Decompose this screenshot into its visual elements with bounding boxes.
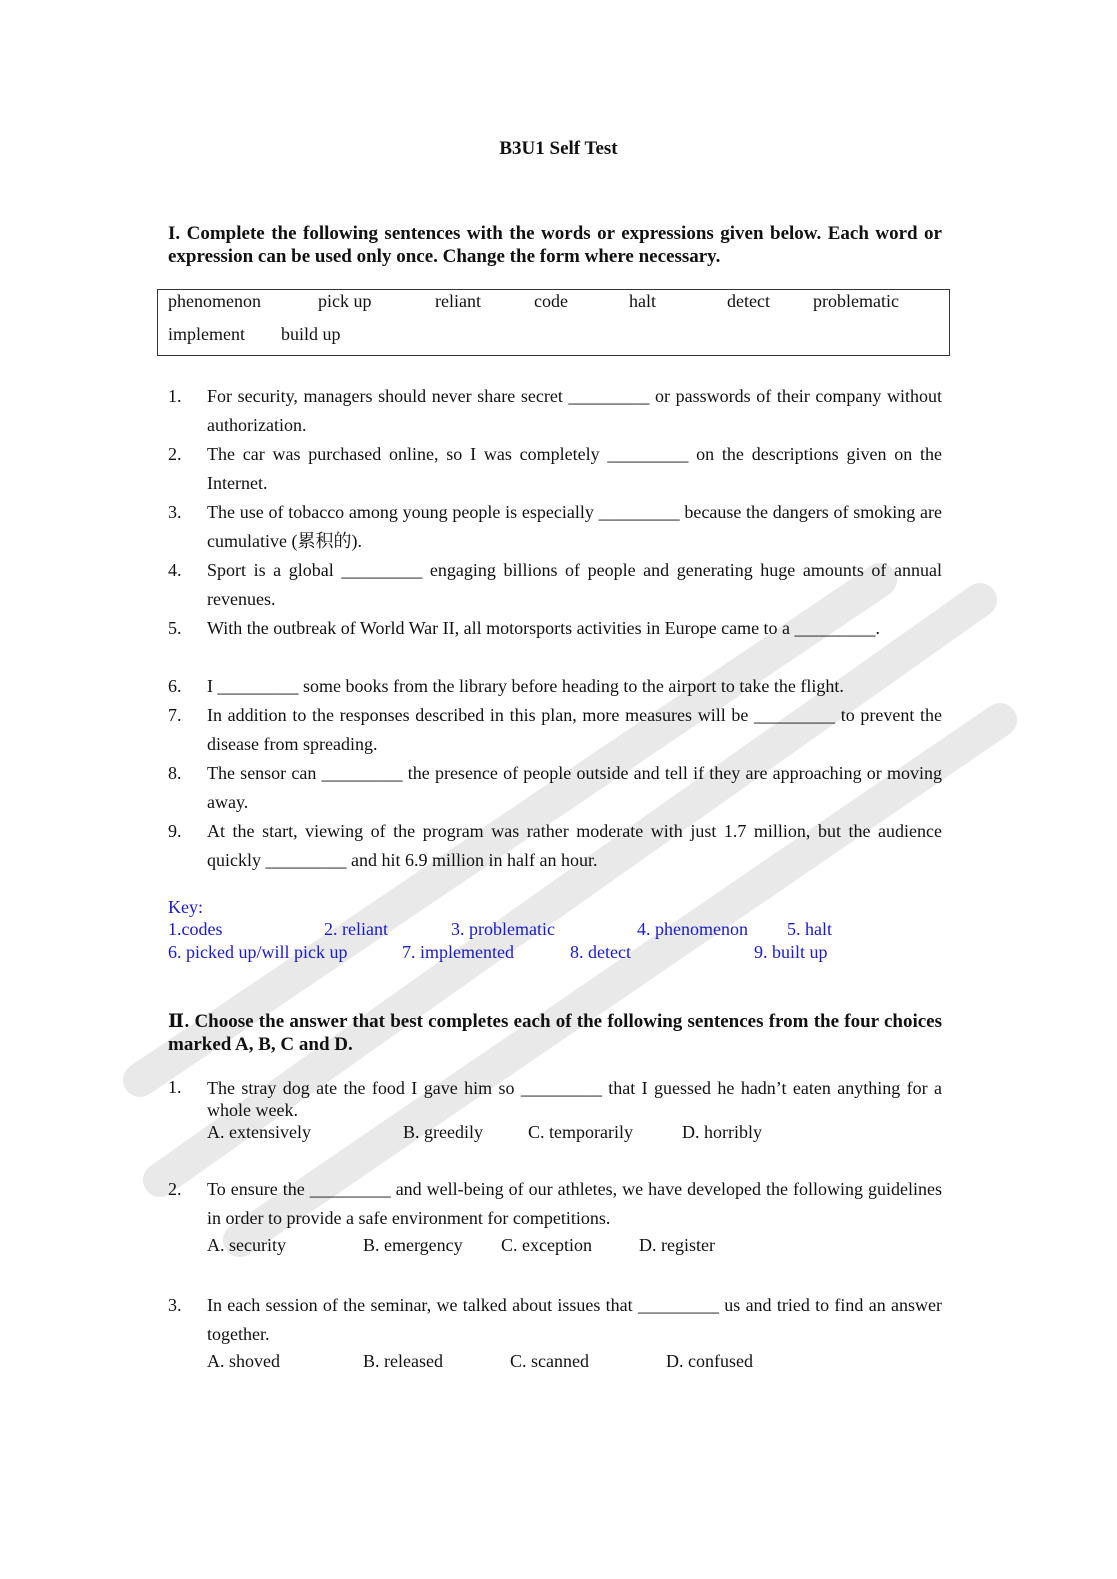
- question-text: The car was purchased online, so I was completely _________ on the descriptions given on the Internet.: [207, 444, 942, 493]
- word-bank-item: phenomenon: [168, 291, 261, 311]
- word-bank-item: halt: [629, 291, 656, 311]
- choice-option: B. emergency: [363, 1235, 463, 1255]
- key-answer: 4. phenomenon: [637, 919, 748, 939]
- question-number: 9.: [168, 821, 182, 841]
- page-title: B3U1 Self Test: [499, 138, 618, 159]
- choice-option: C. exception: [501, 1235, 592, 1255]
- word-bank-item: detect: [727, 291, 770, 311]
- choice-option: C. temporarily: [528, 1122, 633, 1142]
- question-text: In addition to the responses described in this plan, more measures will be _________ to prevent the disease from spreading.: [207, 705, 942, 754]
- choice-option: D. confused: [666, 1351, 753, 1371]
- section-2-heading: Ⅱ. Choose the answer that best completes each of the following sentences from the four choices marked A, B, C and D.: [168, 1011, 942, 1055]
- key-answer: 1.codes: [168, 919, 223, 939]
- question-text: The stray dog ate the food I gave him so _________ that I guessed he hadn’t eaten anything for a whole week.: [207, 1078, 942, 1120]
- word-bank-item: code: [534, 291, 568, 311]
- key-answer: 3. problematic: [451, 919, 555, 939]
- key-label: Key:: [168, 897, 203, 917]
- question-number: 5.: [168, 618, 182, 638]
- word-bank-item: problematic: [813, 291, 899, 311]
- choice-option: B. released: [363, 1351, 443, 1371]
- question-number: 3.: [168, 1295, 182, 1315]
- word-bank-box: [157, 289, 950, 356]
- key-answer: 6. picked up/will pick up: [168, 942, 348, 962]
- question-number: 2.: [168, 444, 182, 464]
- question-number: 4.: [168, 560, 182, 580]
- choice-option: D. register: [639, 1235, 715, 1255]
- question-number: 7.: [168, 705, 182, 725]
- question-number: 1.: [168, 1077, 182, 1097]
- question-text: I _________ some books from the library before heading to the airport to take the flight.: [207, 676, 844, 696]
- question-text: For security, managers should never share secret _________ or passwords of their company without authorization.: [207, 386, 942, 435]
- key-answer: 5. halt: [787, 919, 832, 939]
- question-text: Sport is a global _________ engaging billions of people and generating huge amounts of annual revenues.: [207, 560, 942, 609]
- question-number: 6.: [168, 676, 182, 696]
- key-answer: 7. implemented: [402, 942, 514, 962]
- question-text: In each session of the seminar, we talked about issues that _________ us and tried to find an answer together.: [207, 1295, 942, 1344]
- word-bank-item: reliant: [435, 291, 481, 311]
- question-number: 1.: [168, 386, 182, 406]
- key-answer: 2. reliant: [324, 919, 388, 939]
- watermark-graphic: [120, 560, 1020, 1260]
- question-number: 3.: [168, 502, 182, 522]
- choice-option: D. horribly: [682, 1122, 762, 1142]
- key-answer: 9. built up: [754, 942, 828, 962]
- word-bank-item: pick up: [318, 291, 372, 311]
- choice-option: C. scanned: [510, 1351, 589, 1371]
- question-number: 8.: [168, 763, 182, 783]
- question-text: With the outbreak of World War II, all motorsports activities in Europe came to a _________.: [207, 618, 881, 638]
- question-text: To ensure the _________ and well-being of our athletes, we have developed the following guidelines in order to provide a safe environment for competitions.: [207, 1179, 942, 1228]
- choice-option: A. security: [207, 1235, 286, 1255]
- section-1-heading: I. Complete the following sentences with the words or expressions given below. Each word or expression can be used only once. Change the form where necessary.: [168, 223, 942, 267]
- choice-option: B. greedily: [403, 1122, 483, 1142]
- key-answer: 8. detect: [570, 942, 631, 962]
- choice-option: A. shoved: [207, 1351, 280, 1371]
- choice-option: A. extensively: [207, 1122, 311, 1142]
- word-bank-item: build up: [281, 324, 341, 344]
- question-text: The sensor can _________ the presence of people outside and tell if they are approaching or moving away.: [207, 763, 942, 812]
- question-text: The use of tobacco among young people is especially _________ because the dangers of smoking are cumulative (累积的).: [207, 502, 942, 551]
- question-number: 2.: [168, 1179, 182, 1199]
- question-text: At the start, viewing of the program was rather moderate with just 1.7 million, but the audience quickly _________ and hit 6.9 million in half an hour.: [207, 821, 942, 870]
- word-bank-item: implement: [168, 324, 245, 344]
